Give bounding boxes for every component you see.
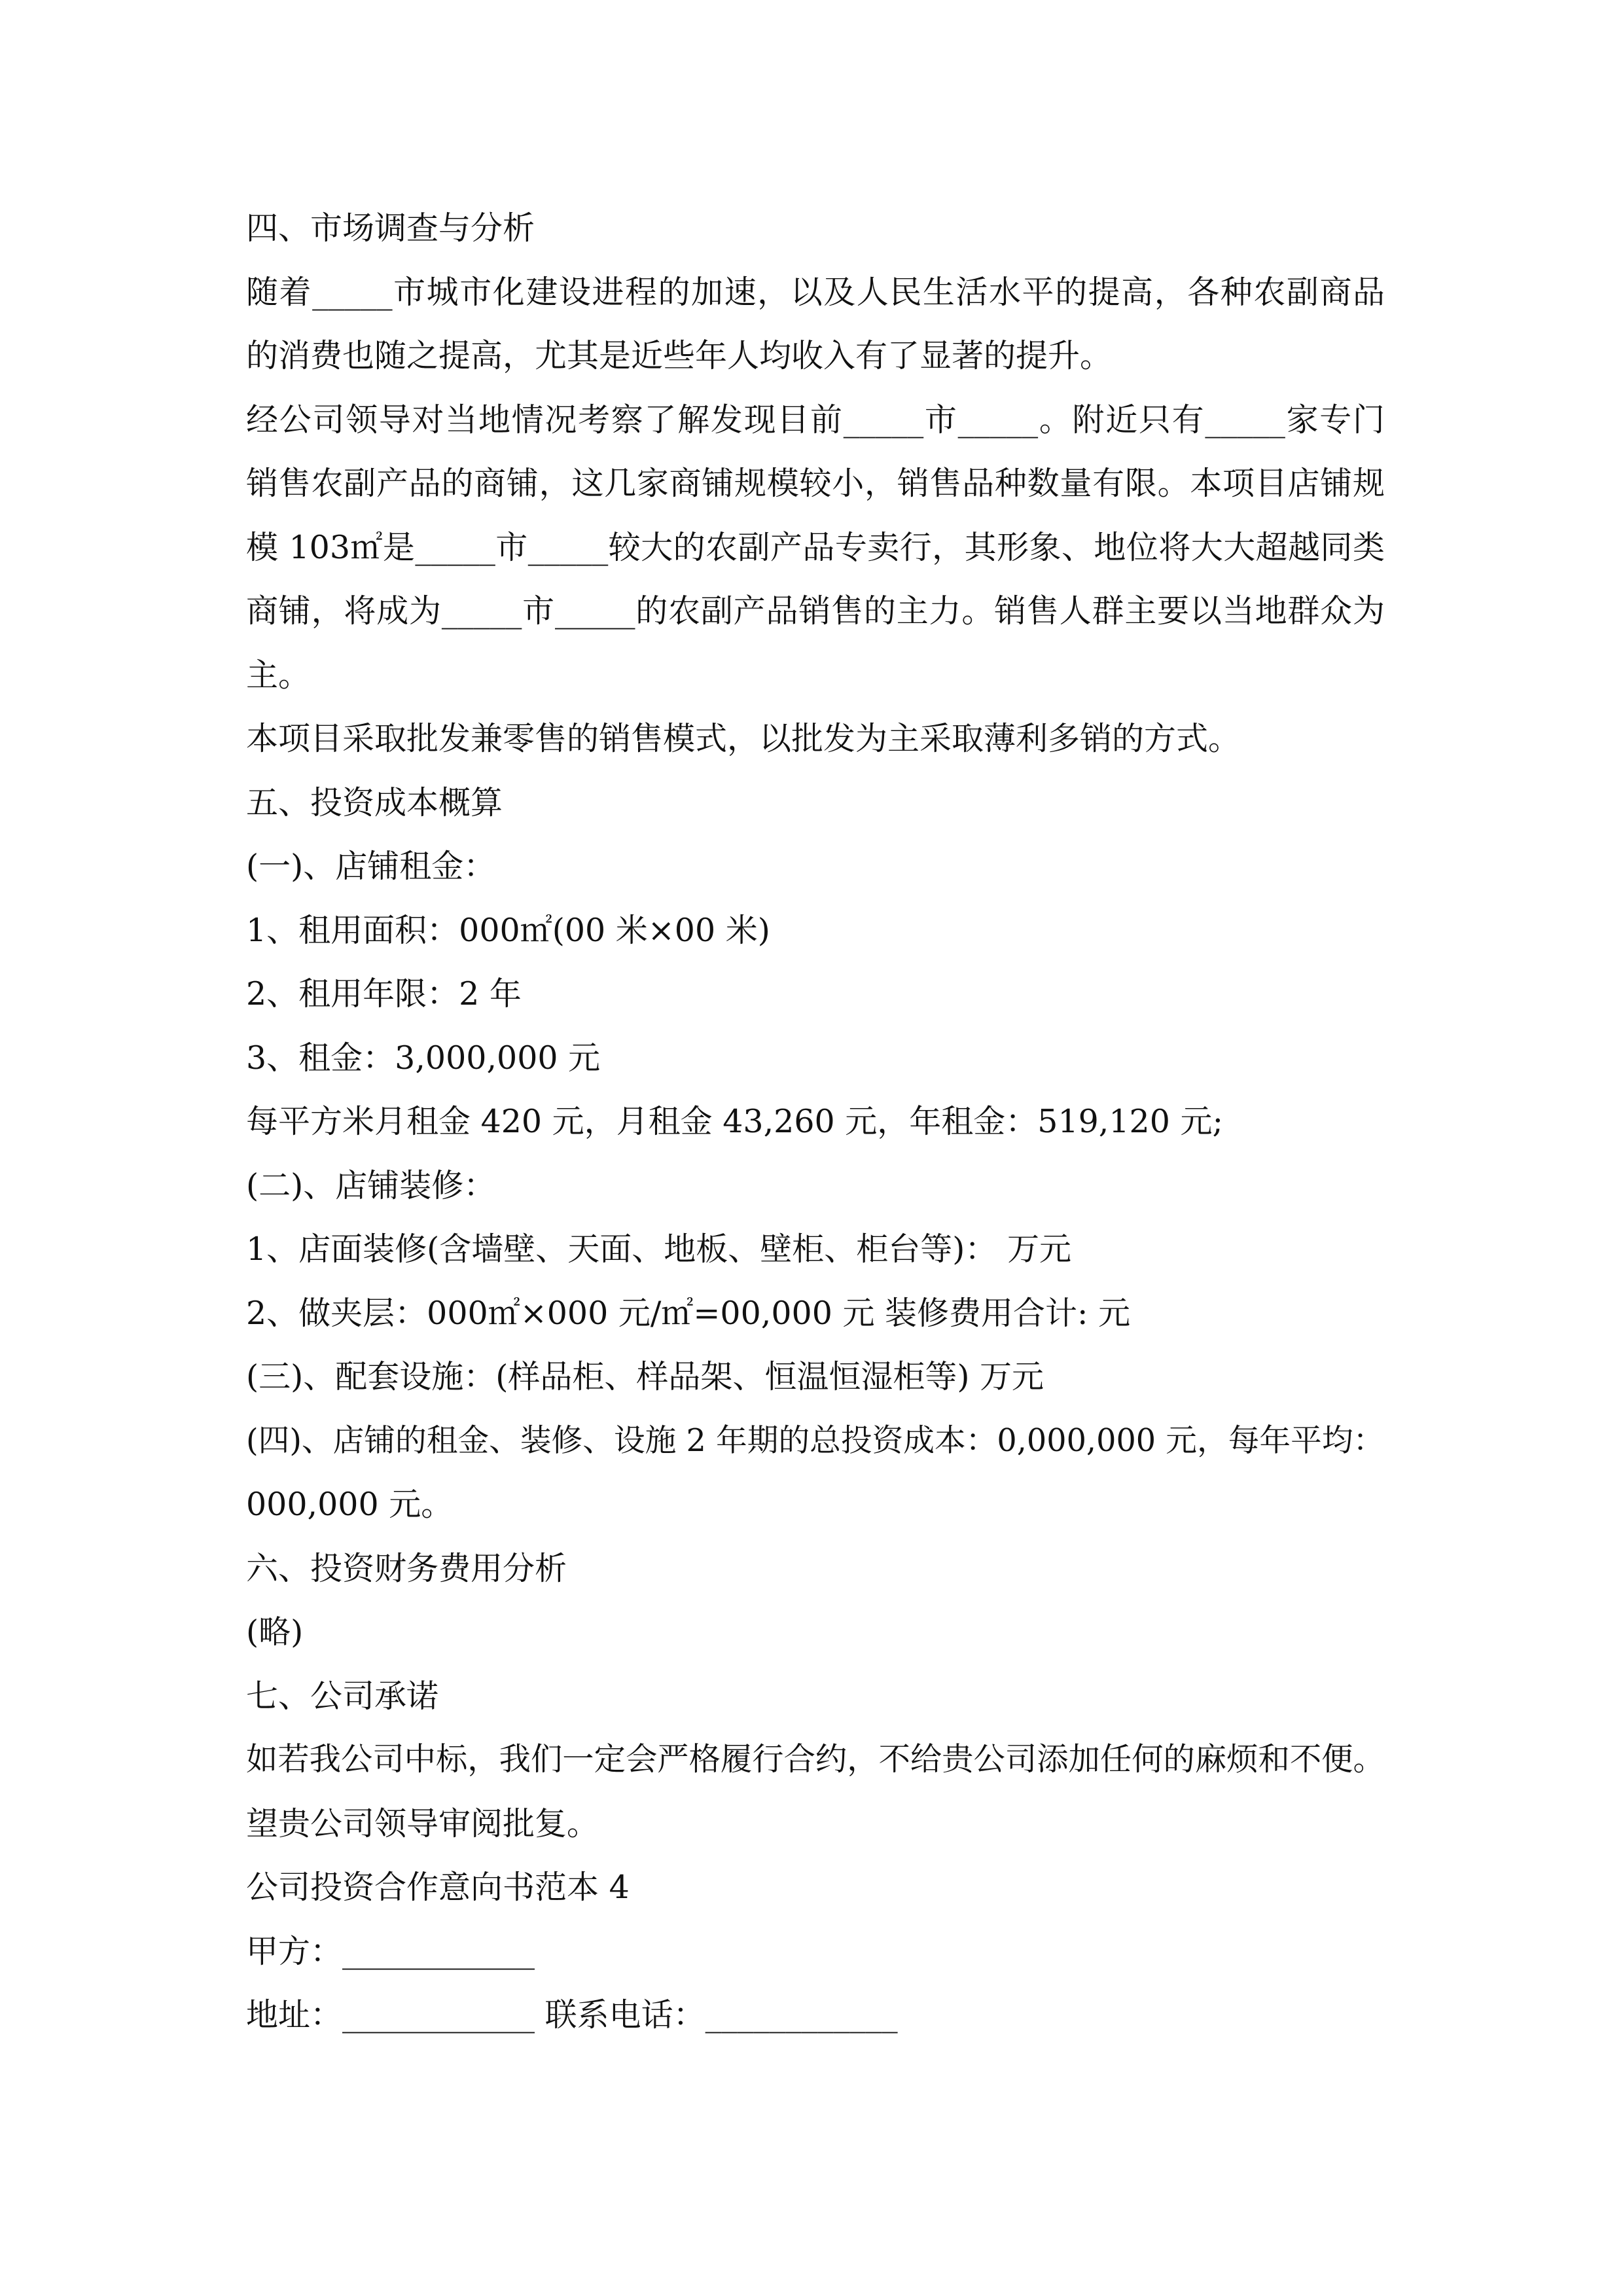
paragraph-line: 随着_____市城市化建设进程的加速，以及人民生活水平的提高，各种农副商品 bbox=[246, 273, 1385, 311]
paragraph-line: 如若我公司中标，我们一定会严格履行合约，不给贵公司添加任何的麻烦和不便。 bbox=[246, 1741, 1385, 1778]
document-body bbox=[246, 196, 1385, 2047]
list-item: 1、店面装修(含墙壁、天面、地板、壁柜、柜台等)： 万元 bbox=[246, 1230, 1071, 1268]
document-title-template-4: 公司投资合作意向书范本 4 bbox=[246, 1869, 630, 1906]
subsection-heading-rent: (一)、店铺租金： bbox=[246, 848, 496, 885]
paragraph-line: 望贵公司领导审阅批复。 bbox=[246, 1804, 599, 1842]
paragraph-line: 本项目采取批发兼零售的销售模式，以批发为主采取薄利多销的方式。 bbox=[246, 720, 1241, 757]
paragraph-line: 模 103㎡是_____市_____较大的农副产品专卖行，其形象、地位将大大超越同类 bbox=[246, 528, 1385, 566]
section-heading-financial-analysis: 六、投资财务费用分析 bbox=[246, 1549, 567, 1587]
section-heading-market-analysis: 四、市场调查与分析 bbox=[246, 209, 535, 247]
subsection-heading-decoration: (二)、店铺装修： bbox=[246, 1166, 496, 1204]
list-item: 3、租金：3,000,000 元 bbox=[246, 1039, 601, 1077]
list-item: 2、做夹层：000㎡×000 元/㎡=00,000 元 装修费用合计: 元 bbox=[246, 1294, 1131, 1332]
paragraph-line: 商铺，将成为_____市_____的农副产品销售的主力。销售人群主要以当地群众为 bbox=[246, 592, 1385, 630]
section-heading-commitment: 七、公司承诺 bbox=[246, 1677, 439, 1715]
paragraph-line: 主。 bbox=[246, 656, 311, 694]
address-phone-field: 地址：____________ 联系电话：____________ bbox=[246, 1996, 898, 2034]
paragraph-line: (略) bbox=[246, 1613, 304, 1651]
paragraph-line: 000,000 元。 bbox=[246, 1486, 454, 1523]
paragraph-line: 经公司领导对当地情况考察了解发现目前_____市_____。附近只有_____家专门 bbox=[246, 401, 1385, 439]
paragraph-line: 的消费也随之提高，尤其是近些年人均收入有了显著的提升。 bbox=[246, 337, 1113, 374]
paragraph-line: 每平方米月租金 420 元，月租金 43,260 元，年租金：519,120 元; bbox=[246, 1103, 1223, 1140]
list-item: 1、租用面积：000㎡(00 米×00 米) bbox=[246, 911, 770, 949]
subsection-heading-facilities: (三)、配套设施：(样品柜、样品架、恒温恒湿柜等) 万元 bbox=[246, 1358, 1044, 1395]
subsection-heading-total-cost: (四)、店铺的租金、装修、设施 2 年期的总投资成本：0,000,000 元，每年平均： bbox=[246, 1422, 1385, 1459]
section-heading-investment-cost: 五、投资成本概算 bbox=[246, 783, 503, 821]
list-item: 2、租用年限：2 年 bbox=[246, 975, 522, 1013]
party-a-field: 甲方：____________ bbox=[246, 1932, 535, 1970]
paragraph-line: 销售农副产品的商铺，这几家商铺规模较小，销售品种数量有限。本项目店铺规 bbox=[246, 465, 1385, 502]
